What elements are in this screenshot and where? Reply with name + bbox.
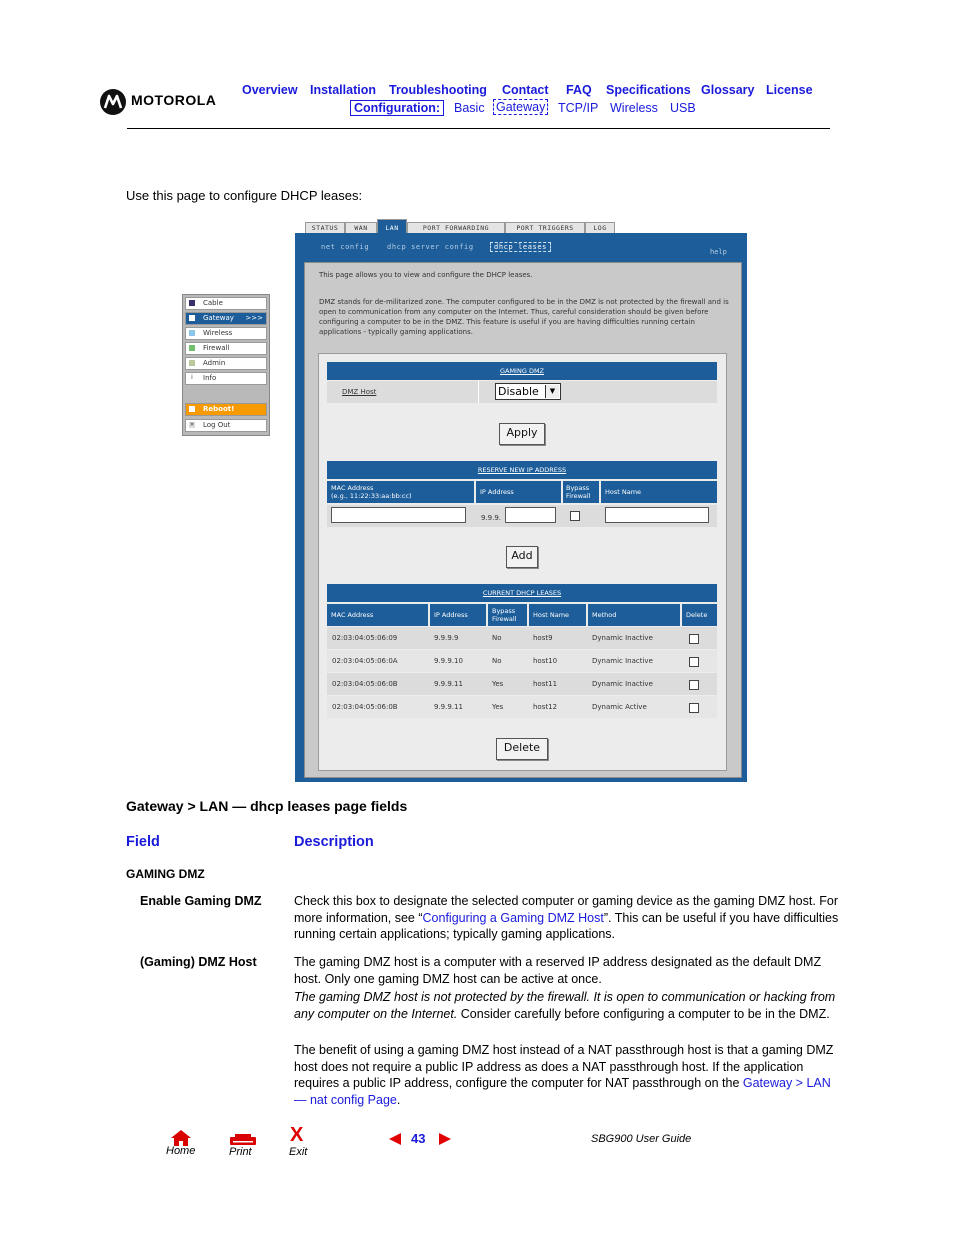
add-button[interactable]: Add bbox=[506, 546, 538, 568]
previous-page-icon[interactable] bbox=[389, 1133, 401, 1145]
side-menu-admin[interactable]: Admin bbox=[185, 357, 267, 370]
reserve-mac-input[interactable] bbox=[331, 507, 466, 523]
intro-text: Use this page to configure DHCP leases: bbox=[126, 188, 363, 203]
motorola-logo-icon bbox=[100, 89, 126, 115]
gaming-dmz-header: GAMING DMZ bbox=[327, 362, 717, 380]
leases-col-method: Method bbox=[588, 604, 680, 626]
next-page-icon[interactable] bbox=[439, 1133, 451, 1145]
lease-mac: 02:03:04:05:06:0B bbox=[332, 680, 398, 688]
subnav-dhcp-leases[interactable]: dhcp leases bbox=[490, 242, 551, 252]
exit-label: Exit bbox=[289, 1146, 308, 1158]
link-nat-config-page[interactable]: Gateway > LAN — nat config Page bbox=[294, 1076, 831, 1107]
header-divider bbox=[127, 128, 830, 129]
leases-col-ip: IP Address bbox=[430, 604, 486, 626]
lease-method: Dynamic Inactive bbox=[592, 657, 653, 665]
nav-specifications[interactable]: Specifications bbox=[606, 83, 691, 97]
reserve-col-host: Host Name bbox=[601, 481, 717, 503]
lease-ip: 9.9.9.9 bbox=[434, 634, 459, 642]
close-icon: × bbox=[189, 421, 195, 428]
lease-ip: 9.9.9.11 bbox=[434, 680, 463, 688]
reserve-host-input[interactable] bbox=[605, 507, 709, 523]
reserve-col-mac: MAC Address (e.g., 11:22:33:aa:bb:cc) bbox=[327, 481, 474, 503]
nav-installation[interactable]: Installation bbox=[310, 83, 376, 97]
field-gaming-dmz-host: (Gaming) DMZ Host bbox=[140, 955, 257, 969]
apply-button[interactable]: Apply bbox=[499, 423, 545, 445]
lease-mac: 02:03:04:05:06:0A bbox=[332, 657, 398, 665]
cable-icon bbox=[189, 300, 195, 306]
lease-method: Dynamic Inactive bbox=[592, 680, 653, 688]
tab-status[interactable]: STATUS bbox=[305, 222, 345, 234]
leases-col-delete: Delete bbox=[682, 604, 717, 626]
nav-basic[interactable]: Basic bbox=[454, 101, 485, 115]
dmz-host-select[interactable]: Disable ▼ bbox=[495, 383, 561, 400]
link-configuring-gaming-dmz[interactable]: Configuring a Gaming DMZ Host bbox=[422, 910, 604, 925]
tab-port-forwarding[interactable]: PORT FORWARDING bbox=[407, 222, 505, 234]
reserve-col-ip: IP Address bbox=[476, 481, 561, 503]
nav-tcpip[interactable]: TCP/IP bbox=[558, 101, 599, 115]
tab-port-triggers[interactable]: PORT TRIGGERS bbox=[505, 222, 585, 234]
reboot-icon bbox=[189, 406, 195, 412]
desc-gaming-dmz-host-1: The gaming DMZ host is a computer with a reserved IP address designated as the default DMZ host. Only one gaming DMZ host can be active at once. bbox=[294, 955, 822, 986]
leases-col-bypass: Bypass Firewall bbox=[488, 604, 527, 626]
firewall-icon bbox=[189, 345, 195, 351]
lease-ip: 9.9.9.11 bbox=[434, 703, 463, 711]
delete-button[interactable]: Delete bbox=[496, 738, 548, 760]
dmz-explanation: DMZ stands for de-militarized zone. The computer configured to be in the DMZ is not protected by the firewall and is open to communication from any computer on the Internet. Thus, careful consideration should be given before configuring a computer to be in the DMZ. This feature is useful if you are having difficulties running certain applications - typically gaming applications. bbox=[319, 298, 729, 336]
lease-ip: 9.9.9.10 bbox=[434, 657, 463, 665]
nav-usb[interactable]: USB bbox=[670, 101, 696, 115]
desc-gaming-dmz-host-2: The gaming DMZ host is not protected by the firewall. It is open to communication or hacking from any computer on the Internet. Consider carefully before configuring a computer to be in the DMZ. bbox=[294, 990, 836, 1021]
help-link[interactable]: help bbox=[710, 248, 727, 256]
lease-delete-checkbox[interactable] bbox=[689, 657, 699, 667]
side-menu-cable[interactable]: Cable bbox=[185, 297, 267, 310]
brand-name: MOTOROLA bbox=[131, 92, 217, 108]
chevron-down-icon: ▼ bbox=[545, 385, 559, 398]
tab-log[interactable]: LOG bbox=[585, 222, 615, 234]
guide-title: SBG900 User Guide bbox=[591, 1133, 692, 1145]
leases-header: CURRENT DHCP LEASES bbox=[327, 584, 717, 602]
section-gaming-dmz: GAMING DMZ bbox=[126, 867, 205, 881]
nav-wireless[interactable]: Wireless bbox=[610, 101, 658, 115]
nav-gateway[interactable]: Gateway bbox=[493, 99, 548, 115]
subnav-dhcp-server-config[interactable]: dhcp server config bbox=[387, 243, 474, 251]
column-field-header: Field bbox=[126, 834, 160, 850]
side-menu-info[interactable]: i Info bbox=[185, 372, 267, 385]
lease-host: host10 bbox=[533, 657, 558, 665]
lease-host: host12 bbox=[533, 703, 558, 711]
nav-glossary[interactable]: Glossary bbox=[701, 83, 755, 97]
print-label: Print bbox=[229, 1146, 252, 1158]
side-menu-wireless[interactable]: Wireless bbox=[185, 327, 267, 340]
nav-contact[interactable]: Contact bbox=[502, 83, 549, 97]
admin-icon bbox=[189, 360, 195, 366]
nav-faq[interactable]: FAQ bbox=[566, 83, 592, 97]
reserve-col-bypass: Bypass Firewall bbox=[563, 481, 599, 503]
side-menu bbox=[182, 294, 270, 436]
exit-icon[interactable]: X bbox=[290, 1124, 304, 1146]
wireless-icon bbox=[189, 330, 195, 336]
desc-enable-gaming-dmz: Check this box to designate the selected computer or gaming device as the gaming DMZ host. For more information, see “Configuring a Gaming DMZ Host”. This can be useful if you have difficulties running certain applications; typically gaming applications. bbox=[294, 894, 839, 941]
lease-bypass: Yes bbox=[492, 680, 504, 688]
nav-license[interactable]: License bbox=[766, 83, 813, 97]
reserve-ip-input[interactable] bbox=[505, 507, 556, 523]
tab-wan[interactable]: WAN bbox=[345, 222, 377, 234]
table-caption: Gateway > LAN — dhcp leases page fields bbox=[126, 798, 408, 814]
printer-icon bbox=[229, 1133, 257, 1147]
lease-host: host11 bbox=[533, 680, 558, 688]
router-intro-text: This page allows you to view and configure the DHCP leases. bbox=[319, 271, 533, 279]
nav-troubleshooting[interactable]: Troubleshooting bbox=[389, 83, 487, 97]
lease-bypass: No bbox=[492, 634, 502, 642]
lease-method: Dynamic Active bbox=[592, 703, 647, 711]
lease-bypass: No bbox=[492, 657, 502, 665]
column-description-header: Description bbox=[294, 834, 374, 850]
dmz-host-label: DMZ Host bbox=[342, 388, 377, 396]
desc-gaming-dmz-host-3: The benefit of using a gaming DMZ host instead of a NAT passthrough host is that a gaming DMZ host does not require a public IP address as does a NAT passthrough host. If the application requires a public IP address, configure the computer for NAT passthrough on the Gateway > LAN — nat config Page. bbox=[294, 1043, 834, 1107]
page-number: 43 bbox=[411, 1131, 426, 1146]
lease-mac: 02:03:04:05:06:0B bbox=[332, 703, 398, 711]
tab-lan[interactable]: LAN bbox=[377, 219, 407, 234]
lease-delete-checkbox[interactable] bbox=[689, 680, 699, 690]
subnav-net-config[interactable]: net config bbox=[321, 243, 370, 251]
side-menu-logout[interactable]: × Log Out bbox=[185, 419, 267, 432]
reserve-ip-prefix: 9.9.9. bbox=[481, 514, 502, 522]
nav-configuration-label: Configuration: bbox=[350, 100, 444, 116]
side-menu-firewall[interactable]: Firewall bbox=[185, 342, 267, 355]
lease-host: host9 bbox=[533, 634, 553, 642]
lease-delete-checkbox[interactable] bbox=[689, 703, 699, 713]
gateway-icon bbox=[189, 315, 195, 321]
side-menu-reboot[interactable]: Reboot! bbox=[185, 403, 267, 416]
lease-method: Dynamic Inactive bbox=[592, 634, 653, 642]
home-label: Home bbox=[166, 1145, 196, 1157]
info-icon: i bbox=[189, 375, 195, 381]
lease-bypass: Yes bbox=[492, 703, 504, 711]
reserve-bypass-checkbox[interactable] bbox=[570, 511, 580, 521]
lease-delete-checkbox[interactable] bbox=[689, 634, 699, 644]
leases-col-host: Host Name bbox=[529, 604, 586, 626]
reserve-ip-header: RESERVE NEW IP ADDRESS bbox=[327, 461, 717, 479]
field-enable-gaming-dmz: Enable Gaming DMZ bbox=[140, 894, 262, 908]
leases-col-mac: MAC Address bbox=[327, 604, 428, 626]
nav-overview[interactable]: Overview bbox=[242, 83, 298, 97]
side-menu-gateway[interactable]: Gateway >>> bbox=[185, 312, 267, 325]
lease-mac: 02:03:04:05:06:09 bbox=[332, 634, 398, 642]
